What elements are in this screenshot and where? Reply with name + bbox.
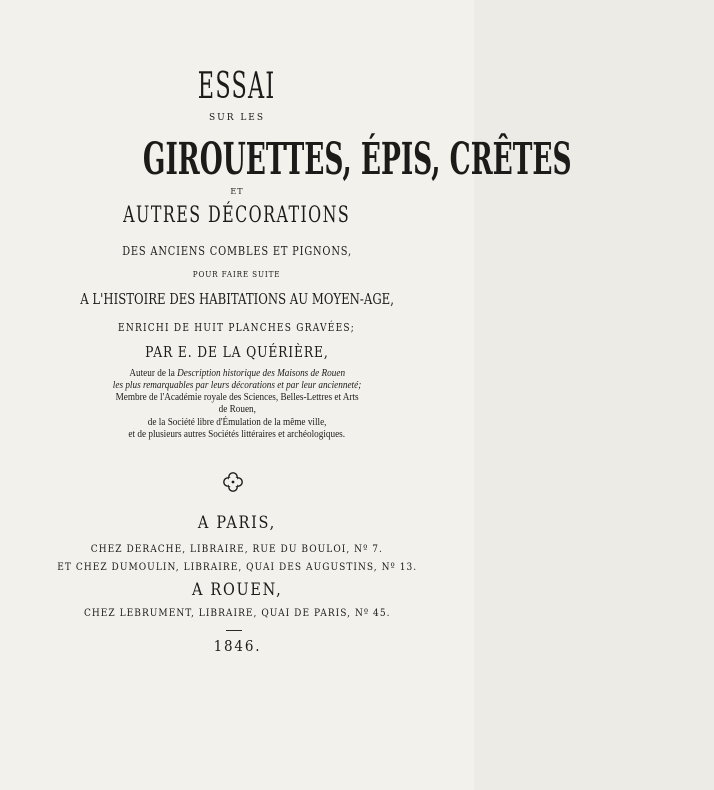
paris-address-1: CHEZ DERACHE, LIBRAIRE, RUE DU BOULOI, Nº 7. [90,543,384,555]
pour-faire-suite: POUR FAIRE SUITE [193,270,281,280]
paris-address-2: ET CHEZ DUMOULIN, LIBRAIRE, QUAI DES AUGUSTINS, Nº 13. [57,561,417,573]
author-desc-5: de la Société libre d'Émulation de la même ville, [147,417,327,428]
subtitle-2: DES ANCIENS COMBLES ET PIGNONS, [122,244,352,258]
author-desc-1: Auteur de la Description historique des Maisons de Rouen [129,368,345,379]
quatrefoil-ornament-icon [222,471,244,493]
author-desc-2: les plus remarquables par leurs décorations et par leur ancienneté; [112,380,362,391]
book-title: ESSAI [198,66,276,107]
divider-rule [226,630,242,631]
publication-year: 1846. [213,637,261,655]
sur-les-line: SUR LES [208,113,266,123]
author-line: PAR E. DE LA QUÉRIÈRE, [145,345,329,361]
rouen-heading: A ROUEN, [191,580,283,600]
rouen-address: CHEZ LEBRUMENT, LIBRAIRE, QUAI DE PARIS, Nº 45. [83,607,391,619]
enrichi-line: ENRICHI DE HUIT PLANCHES GRAVÉES; [118,321,356,334]
author-desc-3: Membre de l'Académie royale des Sciences, Belles-Lettres et Arts [115,392,359,403]
main-title: GIROUETTES, ÉPIS, CRÊTES [142,134,572,185]
histoire-line: A L'HISTOIRE DES HABITATIONS AU MOYEN-AGE, [80,290,394,308]
paris-heading: A PARIS, [197,513,277,533]
author-desc-6: et de plusieurs autres Sociétés littéraires et archéologiques. [128,429,346,440]
subtitle: AUTRES DÉCORATIONS [123,203,351,228]
et-line: ET [230,187,244,196]
author-desc-4: de Rouen, [218,404,256,415]
